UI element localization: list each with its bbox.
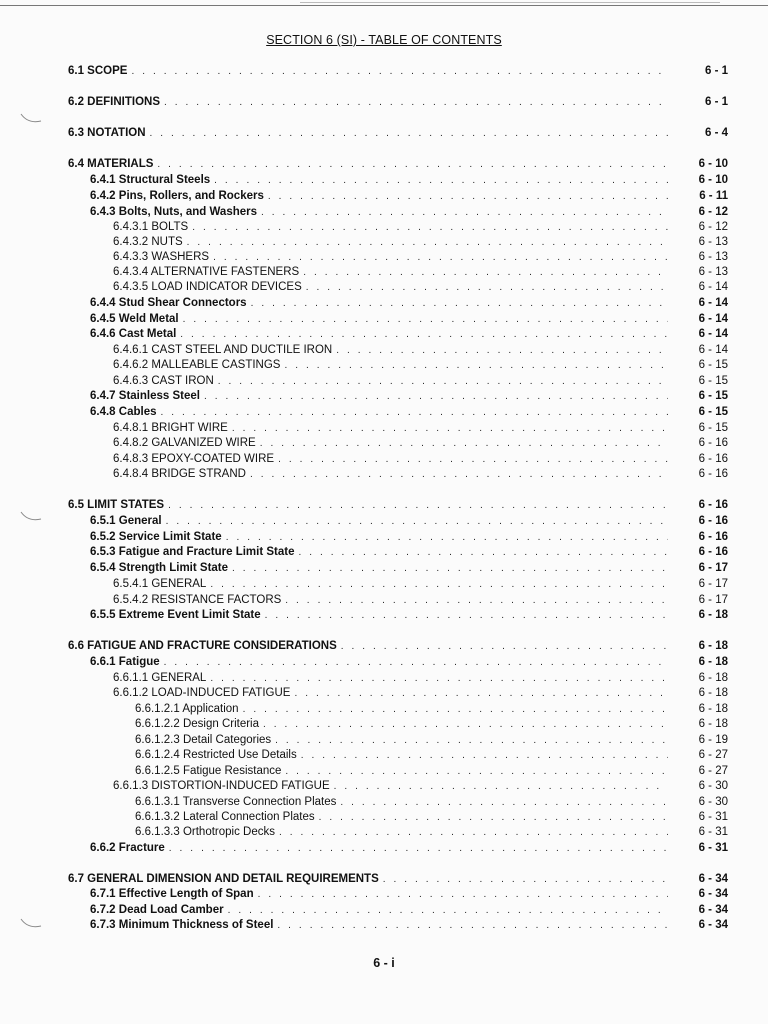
toc-entry-label: 6.4.6.1 CAST STEEL AND DUCTILE IRON (113, 344, 333, 356)
page-title: SECTION 6 (SI) - TABLE OF CONTENTS (266, 33, 502, 47)
toc-entry-label: 6.6.1.2.1 Application (135, 703, 239, 715)
dot-leader (294, 686, 668, 701)
toc-entry (113, 358, 728, 373)
toc-entry-label: 6.6.1.2.4 Restricted Use Details (135, 749, 297, 761)
toc-entry (113, 220, 728, 235)
dot-leader (183, 312, 668, 327)
dot-leader (218, 374, 668, 389)
dot-leader (319, 810, 668, 825)
toc-entry-page: 6 - 16 (698, 515, 728, 527)
toc-entry-page: 6 - 1 (704, 65, 728, 77)
dot-leader (226, 530, 668, 545)
toc-entry (113, 280, 728, 295)
toc-entry-page: 6 - 17 (698, 594, 728, 606)
toc-entry (68, 64, 728, 79)
toc-entry (90, 514, 728, 529)
toc-entry-page: 6 - 14 (698, 344, 728, 356)
toc-entry-label: 6.5.2 Service Limit State (90, 531, 222, 543)
dot-leader (383, 872, 668, 887)
toc-entry (68, 95, 728, 110)
dot-leader (258, 887, 668, 902)
toc-entry-page: 6 - 27 (698, 749, 728, 761)
toc-entry (90, 173, 728, 188)
toc-entry (113, 235, 728, 250)
toc-entry-label: 6.4.3.4 ALTERNATIVE FASTENERS (113, 266, 300, 278)
toc-entry-label: 6.6.1.2.2 Design Criteria (135, 718, 260, 730)
toc-entry (68, 872, 728, 887)
toc-entry-page: 6 - 13 (698, 251, 728, 263)
dot-leader (164, 655, 668, 670)
punch-hole-mark (20, 510, 42, 522)
dot-leader (334, 779, 668, 794)
dot-leader (228, 903, 668, 918)
toc-entry-page: 6 - 16 (698, 437, 728, 449)
toc-entry-page: 6 - 16 (698, 531, 728, 543)
toc-entry-page: 6 - 30 (698, 796, 728, 808)
toc-entry-label: 6.4.3.2 NUTS (113, 236, 183, 248)
toc-entry-page: 6 - 13 (698, 236, 728, 248)
toc-entry (135, 733, 728, 748)
toc-entry-page: 6 - 16 (698, 546, 728, 558)
toc-entry (113, 421, 728, 436)
toc-entry (90, 655, 728, 670)
toc-entry-label: 6.5.4 Strength Limit State (90, 562, 229, 574)
toc-entry-label: 6.4.6.2 MALLEABLE CASTINGS (113, 359, 281, 371)
toc-entry-page: 6 - 10 (698, 158, 728, 170)
toc-entry-label: 6.6.1.3 DISTORTION-INDUCED FATIGUE (113, 780, 330, 792)
toc-entry (90, 389, 728, 404)
toc-entry-label: 6.6.1 Fatigue (90, 656, 160, 668)
toc-entry-label: 6.4.8.1 BRIGHT WIRE (113, 422, 228, 434)
toc-entry-page: 6 - 18 (698, 656, 728, 668)
dot-leader (299, 545, 669, 560)
dot-leader (275, 733, 668, 748)
toc-entry-label: 6.4.7 Stainless Steel (90, 390, 200, 402)
toc-entry-page: 6 - 12 (698, 221, 728, 233)
toc-entry-page: 6 - 11 (699, 190, 728, 202)
toc-entry (90, 887, 728, 902)
dot-leader (279, 825, 668, 840)
toc-entry-label: 6.5.4.2 RESISTANCE FACTORS (113, 594, 282, 606)
toc-entry-page: 6 - 15 (698, 359, 728, 371)
toc-entry-label: 6.4.6 Cast Metal (90, 328, 177, 340)
toc-entry-label: 6.5.3 Fatigue and Fracture Limit State (90, 546, 295, 558)
toc-entry-label: 6.4.6.3 CAST IRON (113, 375, 214, 387)
toc-entry-label: 6.6.1.1 GENERAL (113, 672, 207, 684)
toc-entry-label: 6.4.8.3 EPOXY-COATED WIRE (113, 453, 275, 465)
toc-entry-page: 6 - 27 (698, 765, 728, 777)
toc-entry-label: 6.6.1.2.5 Fatigue Resistance (135, 765, 282, 777)
toc-entry (90, 545, 728, 560)
toc-entry (113, 343, 728, 358)
toc-entry (68, 126, 728, 141)
toc-entry-page: 6 - 18 (698, 640, 728, 652)
toc-entry-label: 6.4.8.4 BRIDGE STRAND (113, 468, 246, 480)
dot-leader (204, 389, 668, 404)
toc-entry (113, 686, 728, 701)
toc-entry-label: 6.7 GENERAL DIMENSION AND DETAIL REQUIREMENTS (68, 873, 379, 885)
toc-entry (113, 467, 728, 482)
toc-entry-page: 6 - 34 (698, 919, 728, 931)
toc-entry-page: 6 - 12 (698, 206, 728, 218)
toc-entry-label: 6.4.5 Weld Metal (90, 313, 179, 325)
toc-entry-page: 6 - 10 (698, 174, 728, 186)
toc-entry-page: 6 - 15 (698, 390, 728, 402)
dot-leader (157, 157, 668, 172)
toc-entry (113, 452, 728, 467)
toc-entry-label: 6.4.8.2 GALVANIZED WIRE (113, 437, 256, 449)
toc-entry-label: 6.5.1 General (90, 515, 162, 527)
dot-leader (265, 608, 668, 623)
toc-entry (113, 265, 728, 280)
toc-entry (113, 577, 728, 592)
toc-entry (90, 561, 728, 576)
toc-entry (90, 903, 728, 918)
toc-entry-label: 6.7.2 Dead Load Camber (90, 904, 224, 916)
toc-entry (90, 530, 728, 545)
toc-entry-page: 6 - 13 (698, 266, 728, 278)
toc-entry-label: 6.4.3.1 BOLTS (113, 221, 189, 233)
toc-entry (113, 593, 728, 608)
toc-entry-page: 6 - 14 (698, 313, 728, 325)
toc-entry-label: 6.5.4.1 GENERAL (113, 578, 207, 590)
dot-leader (160, 405, 668, 420)
toc-entry-page: 6 - 14 (698, 281, 728, 293)
toc-entry-page: 6 - 31 (698, 842, 728, 854)
dot-leader (150, 126, 668, 141)
toc-entry-page: 6 - 34 (698, 904, 728, 916)
toc-entry (135, 748, 728, 763)
toc-entry-label: 6.4.3 Bolts, Nuts, and Washers (90, 206, 258, 218)
dot-leader (301, 748, 668, 763)
toc-entry-page: 6 - 17 (698, 562, 728, 574)
dot-leader (336, 343, 668, 358)
toc-entry-page: 6 - 1 (704, 96, 728, 108)
dot-leader (232, 421, 668, 436)
toc-entry-label: 6.6 FATIGUE AND FRACTURE CONSIDERATIONS (68, 640, 337, 652)
toc-entry (135, 702, 728, 717)
toc-entry-label: 6.1 SCOPE (68, 65, 128, 77)
dot-leader (251, 296, 668, 311)
dot-leader (284, 358, 668, 373)
toc-entry-page: 6 - 31 (698, 826, 728, 838)
toc-entry-page: 6 - 34 (698, 888, 728, 900)
dot-leader (169, 841, 668, 856)
dot-leader (340, 795, 668, 810)
dot-leader (306, 280, 668, 295)
toc-entry-label: 6.4 MATERIALS (68, 158, 154, 170)
dot-leader (263, 717, 668, 732)
dot-leader (268, 189, 668, 204)
toc-entry-page: 6 - 19 (698, 734, 728, 746)
dot-leader (285, 593, 668, 608)
toc-entry-label: 6.5 LIMIT STATES (68, 499, 165, 511)
toc-entry (113, 250, 728, 265)
toc-entry-label: 6.4.2 Pins, Rollers, and Rockers (90, 190, 264, 202)
dot-leader (131, 64, 668, 79)
toc-entry-label: 6.7.3 Minimum Thickness of Steel (90, 919, 274, 931)
toc-entry-page: 6 - 31 (698, 811, 728, 823)
toc-entry-label: 6.4.8 Cables (90, 406, 157, 418)
toc-entry-label: 6.4.4 Stud Shear Connectors (90, 297, 247, 309)
dot-leader (213, 250, 668, 265)
toc-entry-page: 6 - 15 (698, 422, 728, 434)
toc-entry (113, 779, 728, 794)
toc-entry-page: 6 - 18 (698, 672, 728, 684)
toc-entry-page: 6 - 14 (698, 328, 728, 340)
toc-entry-page: 6 - 18 (698, 703, 728, 715)
toc-entry-label: 6.3 NOTATION (68, 127, 146, 139)
punch-hole-mark (20, 917, 42, 929)
dot-leader (261, 205, 668, 220)
toc-entry-label: 6.6.1.3.2 Lateral Connection Plates (135, 811, 315, 823)
dot-leader (285, 764, 668, 779)
toc-entry-label: 6.5.5 Extreme Event Limit State (90, 609, 261, 621)
toc-entry (90, 327, 728, 342)
toc-entry (90, 205, 728, 220)
toc-entry-page: 6 - 16 (698, 468, 728, 480)
dot-leader (341, 639, 668, 654)
toc-entry (68, 498, 728, 513)
page-number: 6 - i (373, 956, 395, 970)
punch-hole-mark (20, 112, 42, 124)
dot-leader (187, 235, 668, 250)
toc-entry-page: 6 - 4 (704, 127, 728, 139)
toc-entry-label: 6.2 DEFINITIONS (68, 96, 161, 108)
toc-entry-page: 6 - 15 (698, 406, 728, 418)
toc-entry-label: 6.7.1 Effective Length of Span (90, 888, 254, 900)
toc-entry (68, 157, 728, 172)
toc-entry-page: 6 - 34 (698, 873, 728, 885)
toc-entry-label: 6.6.1.3.1 Transverse Connection Plates (135, 796, 337, 808)
toc-entry (90, 189, 728, 204)
dot-leader (210, 577, 668, 592)
toc-entry-page: 6 - 17 (698, 578, 728, 590)
toc-entry-label: 6.6.1.2.3 Detail Categories (135, 734, 272, 746)
toc-entry (90, 918, 728, 933)
toc-entry (113, 671, 728, 686)
toc-entry (135, 717, 728, 732)
toc-entry (135, 795, 728, 810)
toc-entry-page: 6 - 18 (698, 687, 728, 699)
toc-entry-label: 6.4.3.5 LOAD INDICATOR DEVICES (113, 281, 302, 293)
dot-leader (278, 452, 668, 467)
toc-entry (90, 312, 728, 327)
dot-leader (168, 498, 668, 513)
toc-entry (135, 810, 728, 825)
toc-entry-page: 6 - 16 (698, 453, 728, 465)
dot-leader (303, 265, 668, 280)
toc-entry-label: 6.6.1.2 LOAD-INDUCED FATIGUE (113, 687, 291, 699)
toc-entry-page: 6 - 18 (698, 609, 728, 621)
toc-entry (90, 841, 728, 856)
toc-entry-page: 6 - 16 (698, 499, 728, 511)
dot-leader (180, 327, 668, 342)
dot-leader (210, 671, 668, 686)
toc-entry-label: 6.4.1 Structural Steels (90, 174, 211, 186)
toc-entry (68, 639, 728, 654)
dot-leader (192, 220, 668, 235)
dot-leader (243, 702, 668, 717)
dot-leader (214, 173, 668, 188)
toc-entry (135, 825, 728, 840)
toc-entry-page: 6 - 15 (698, 375, 728, 387)
toc-entry (90, 405, 728, 420)
toc-entry-label: 6.6.2 Fracture (90, 842, 165, 854)
toc-entry-page: 6 - 30 (698, 780, 728, 792)
dot-leader (277, 918, 668, 933)
toc-entry (135, 764, 728, 779)
toc-entry-label: 6.6.1.3.3 Orthotropic Decks (135, 826, 275, 838)
toc-entry (90, 608, 728, 623)
dot-leader (164, 95, 668, 110)
dot-leader (232, 561, 668, 576)
toc-entry (90, 296, 728, 311)
toc-entry (113, 436, 728, 451)
toc-entry-label: 6.4.3.3 WASHERS (113, 251, 210, 263)
dot-leader (250, 467, 668, 482)
dot-leader (260, 436, 668, 451)
toc-entry-page: 6 - 18 (698, 718, 728, 730)
dot-leader (166, 514, 668, 529)
toc-entry (113, 374, 728, 389)
toc-entry-page: 6 - 14 (698, 297, 728, 309)
